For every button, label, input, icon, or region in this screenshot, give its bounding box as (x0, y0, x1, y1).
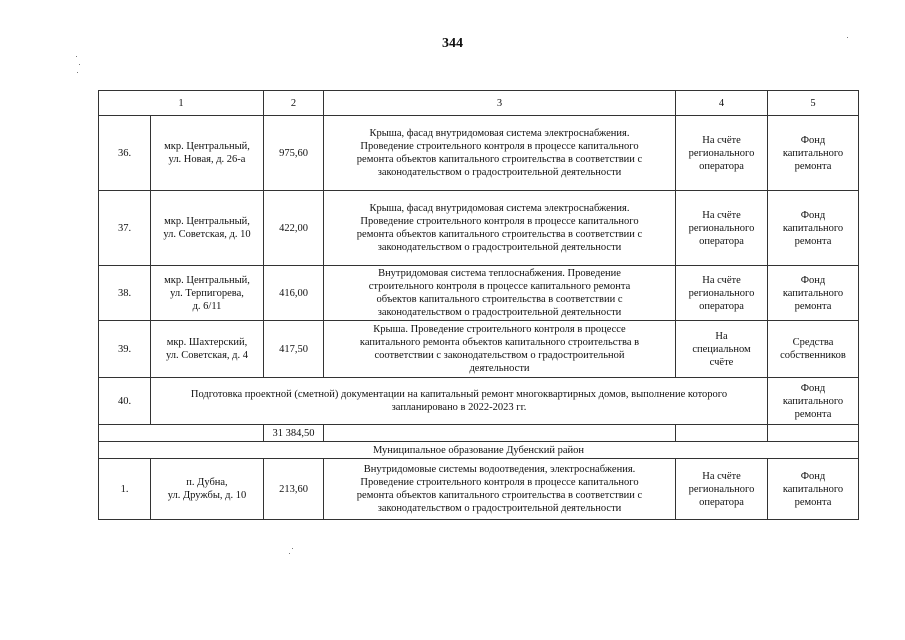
source-line: капитального (782, 222, 844, 234)
source-line: капитального (782, 147, 844, 159)
funding-line: регионального (688, 147, 755, 159)
work-line: Крыша. Проведение строительного контроля в процессе (373, 324, 626, 335)
address-line: ул. Советская, д. 4 (166, 350, 248, 361)
work-line: объектов капитального строительства в соответствии с (376, 294, 623, 305)
funding-line: оператора (699, 160, 744, 172)
design-line: запланировано в 2022-2023 гг. (391, 402, 527, 413)
row-funding-source (768, 321, 859, 378)
column-number-row (99, 91, 859, 116)
scan-speck (847, 37, 848, 38)
work-line: Внутридомовая система теплоснабжения. Проведение (378, 268, 621, 279)
funding-line: специальном (692, 343, 751, 355)
work-line: Проведение строительного контроля в процессе капитального (360, 216, 639, 227)
page-number: 344 (442, 36, 463, 51)
source-line: Фонд (800, 209, 826, 221)
funding-line: оператора (699, 235, 744, 247)
row-area: 416,00 (264, 266, 324, 321)
total-empty-cell (324, 425, 676, 442)
work-line: ремонта объектов капитального строительства в соответствии с (356, 490, 643, 501)
work-line: соответствии с законодательством о градостроительной (374, 350, 625, 361)
column-header-5: 5 (768, 91, 859, 116)
scan-speck (76, 56, 77, 57)
table-row (99, 321, 859, 378)
work-line: Проведение строительного контроля в процессе капитального (360, 477, 639, 488)
table-row (99, 191, 859, 266)
table-row (99, 459, 859, 520)
scan-speck (79, 64, 80, 65)
address-line: ул. Новая, д. 26-а (168, 154, 246, 165)
table-row (99, 378, 859, 425)
row-work-description (324, 321, 676, 378)
row-address (151, 116, 264, 191)
row-work-description (324, 191, 676, 266)
address-line: д. 6/11 (192, 300, 222, 312)
table-row (99, 266, 859, 321)
total-empty-cell (676, 425, 768, 442)
funding-line: оператора (699, 300, 744, 312)
row-address (151, 459, 264, 520)
work-line: Крыша, фасад внутридомовая система электроснабжения. (369, 203, 630, 214)
row-area: 213,60 (264, 459, 324, 520)
row-address (151, 266, 264, 321)
column-header-2: 2 (264, 91, 324, 116)
funding-line: регионального (688, 483, 755, 495)
source-line: капитального (782, 483, 844, 495)
source-line: ремонта (794, 160, 832, 172)
row-number: 37. (99, 191, 151, 266)
row-area: 417,50 (264, 321, 324, 378)
address-line: п. Дубна, (186, 477, 228, 488)
design-line: Подготовка проектной (сметной) документации на капитальный ремонт многоквартирных домов, выполнение которого (190, 389, 728, 400)
row-funding-method (676, 116, 768, 191)
row-funding-method (676, 459, 768, 520)
total-label-cell (99, 425, 264, 442)
total-empty-cell (768, 425, 859, 442)
column-header-4: 4 (676, 91, 768, 116)
funding-line: регионального (688, 287, 755, 299)
work-line: деятельности (469, 363, 530, 374)
column-header-1: 1 (99, 91, 264, 116)
row-number: 38. (99, 266, 151, 321)
row-number: 39. (99, 321, 151, 378)
total-row (99, 425, 859, 442)
row-work-description (324, 266, 676, 321)
address-line: мкр. Центральный, (164, 216, 250, 227)
row-funding-source (768, 191, 859, 266)
funding-line: регионального (688, 222, 755, 234)
row-number: 1. (99, 459, 151, 520)
scan-speck (289, 553, 290, 554)
region-title: Муниципальное образование Дубенский район (99, 442, 859, 459)
funding-line: На счёте (702, 274, 741, 286)
region-heading-row (99, 442, 859, 459)
repair-program-table (98, 90, 859, 520)
row-funding-method (676, 321, 768, 378)
source-line: Фонд (800, 382, 826, 394)
scan-speck (77, 72, 78, 73)
address-line: ул. Советская, д. 10 (163, 229, 251, 240)
work-line: законодательством о градостроительной деятельности (377, 167, 622, 178)
source-line: Фонд (800, 274, 826, 286)
source-line: ремонта (794, 235, 832, 247)
address-line: ул. Терпигорева, (170, 287, 244, 299)
address-line: мкр. Центральный, (164, 141, 250, 152)
row-funding-method (676, 266, 768, 321)
work-line: капитального ремонта объектов капитального строительства в (359, 337, 640, 348)
total-area: 31 384,50 (264, 425, 324, 442)
row-funding-source (768, 266, 859, 321)
source-line: капитального (782, 395, 844, 407)
row-area: 422,00 (264, 191, 324, 266)
address-line: мкр. Шахтерский, (166, 337, 248, 348)
funding-line: На счёте (702, 470, 741, 482)
address-line: ул. Дружбы, д. 10 (167, 490, 247, 501)
column-header-3: 3 (324, 91, 676, 116)
work-line: законодательством о градостроительной деятельности (377, 242, 622, 253)
funding-line: оператора (699, 496, 744, 508)
source-line: ремонта (794, 300, 832, 312)
funding-line: На (715, 330, 728, 342)
source-line: капитального (782, 287, 844, 299)
row-work-description (324, 116, 676, 191)
source-line: Фонд (800, 134, 826, 146)
row-funding-method (676, 191, 768, 266)
work-line: строительного контроля в процессе капитального ремонта (368, 281, 631, 292)
row-number: 40. (99, 378, 151, 425)
table-row (99, 116, 859, 191)
row-number: 36. (99, 116, 151, 191)
work-line: Крыша, фасад внутридомовая система электроснабжения. (369, 128, 630, 139)
funding-line: На счёте (702, 209, 741, 221)
work-line: законодательством о градостроительной деятельности (377, 503, 622, 514)
work-line: Проведение строительного контроля в процессе капитального (360, 141, 639, 152)
source-line: ремонта (794, 496, 832, 508)
source-line: собственников (780, 350, 846, 361)
source-line: Фонд (800, 470, 826, 482)
work-line: законодательством о градостроительной деятельности (377, 307, 622, 318)
row-address (151, 191, 264, 266)
source-line: ремонта (794, 408, 832, 420)
work-line: Внутридомовые системы водоотведения, электроснабжения. (363, 464, 636, 475)
work-line: ремонта объектов капитального строительства в соответствии с (356, 154, 643, 165)
funding-line: счёте (709, 356, 734, 368)
row-funding-source (768, 116, 859, 191)
row-address (151, 321, 264, 378)
row-area: 975,60 (264, 116, 324, 191)
row-work-description (324, 459, 676, 520)
funding-line: На счёте (702, 134, 741, 146)
row-design-documentation-text (151, 378, 768, 425)
source-line: Средства (792, 337, 834, 348)
address-line: мкр. Центральный, (164, 274, 250, 286)
row-funding-source (768, 378, 859, 425)
row-funding-source (768, 459, 859, 520)
scan-speck (292, 548, 293, 549)
work-line: ремонта объектов капитального строительства в соответствии с (356, 229, 643, 240)
